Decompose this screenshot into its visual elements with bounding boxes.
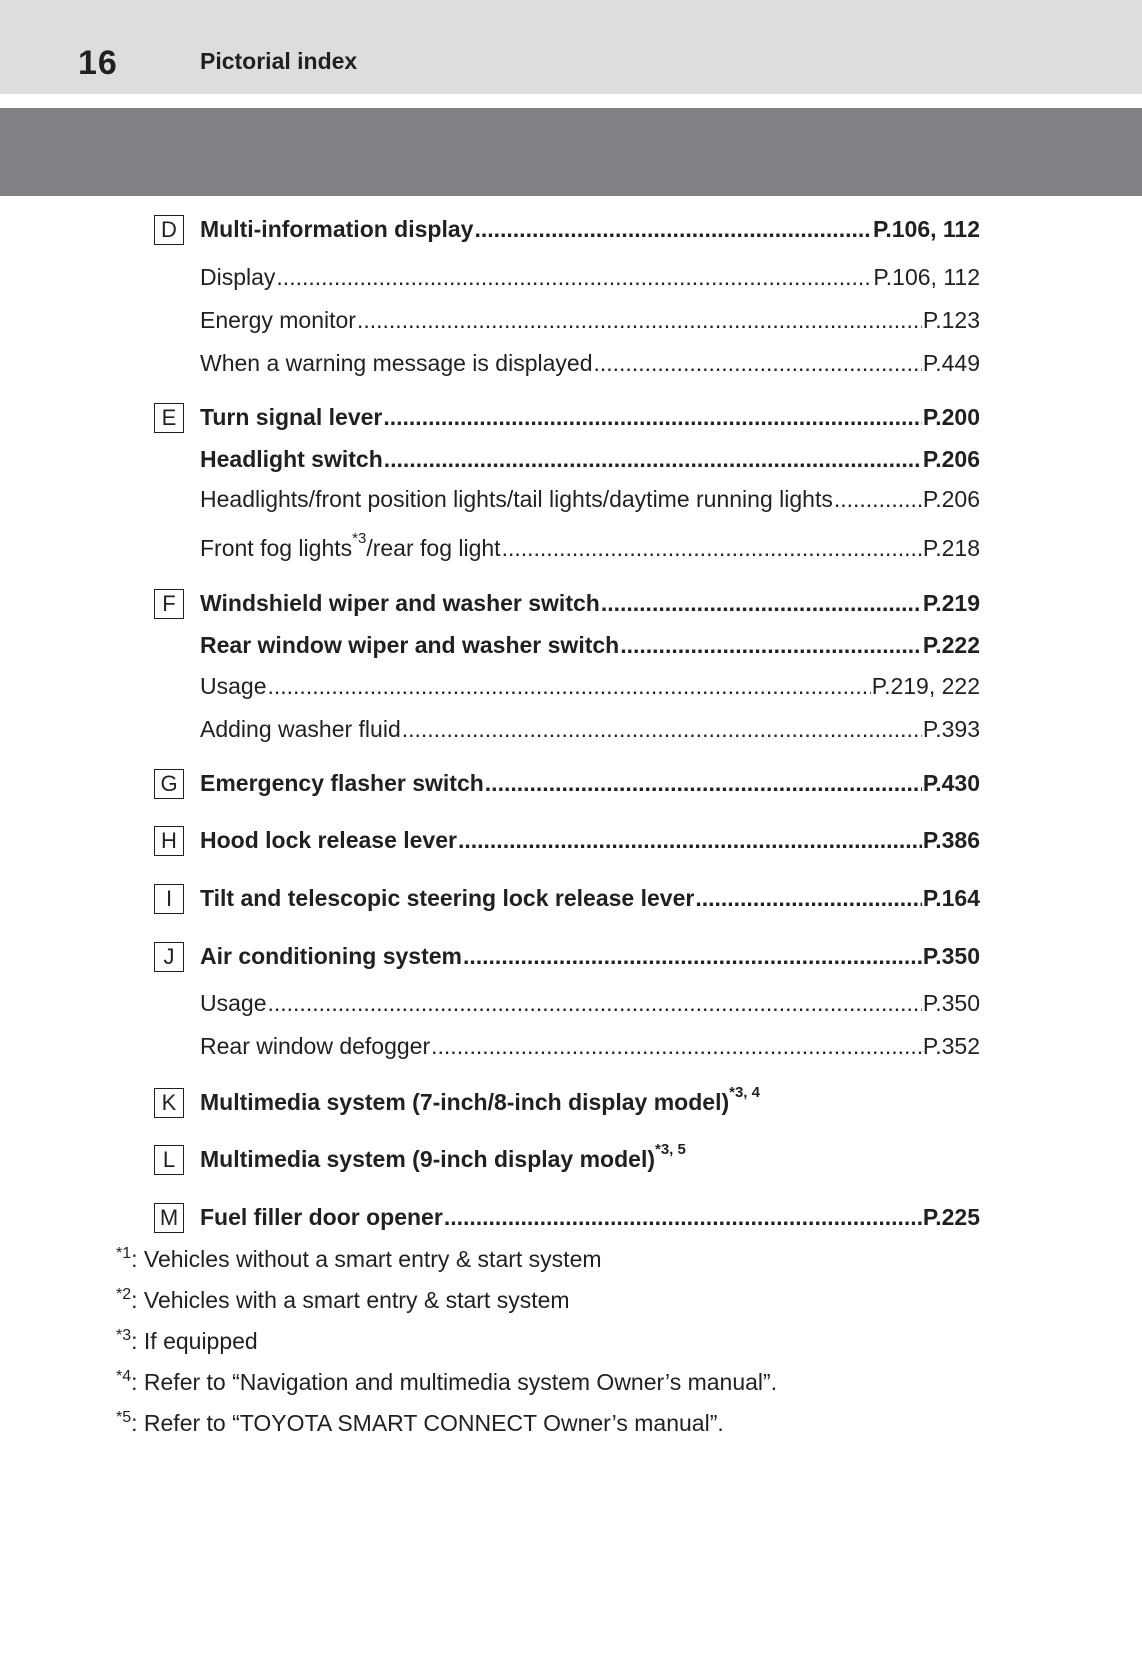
callout-key-g: G [154,769,184,799]
page-reference: P.164 [922,885,980,911]
dot-leader [383,402,922,432]
entry-label-text: Headlight switch [200,446,383,472]
dot-leader [474,214,872,244]
index-entry [200,883,980,913]
footnote-reference: *3, 5 [655,1141,686,1159]
dot-leader [402,714,922,744]
index-entry [200,671,980,701]
index-entry [200,588,980,618]
entry-label [200,941,462,971]
page-reference: P.123 [922,307,980,333]
entry-label-text: Multimedia system (9-inch display model) [200,1146,655,1172]
entry-label [200,1202,443,1232]
section-divider-bar [0,108,1142,196]
index-entry [200,530,980,563]
callout-key-h: H [154,826,184,856]
page-reference: P.218 [922,535,980,561]
dot-leader [384,444,922,474]
entry-label [200,444,383,474]
entry-label-suffix: /rear fog light [366,535,501,561]
entry-label [200,214,473,244]
page-reference: P.350 [922,990,980,1016]
index-entry [200,768,980,798]
page-reference: P.219, 222 [871,673,980,699]
footnote [116,1328,258,1355]
page-number: 16 [78,44,118,82]
dot-leader [620,630,922,660]
entry-label-text: Adding washer fluid [200,716,401,742]
footnote [116,1287,570,1314]
page-reference: P.350 [922,943,980,969]
footnote [116,1246,602,1273]
entry-label [200,988,266,1018]
entry-label-text: Front fog lights [200,535,353,561]
entry-label [200,768,484,798]
page-reference: P.106, 112 [873,264,980,290]
entry-label-text: Rear window wiper and washer switch [200,632,620,658]
page-reference: P.449 [922,350,980,376]
footnote-text: : Vehicles without a smart entry & start system [131,1246,602,1272]
entry-label [200,530,501,563]
callout-key-k: K [154,1088,184,1118]
entry-label [200,348,592,378]
entry-label-text: Emergency flasher switch [200,770,484,796]
entry-label-text: Rear window defogger [200,1033,431,1059]
callout-key-i: I [154,884,184,914]
dot-leader [357,305,922,335]
footnote-mark: *1 [116,1245,132,1262]
callout-key-j: J [154,942,184,972]
entry-label [200,262,275,292]
entry-label [200,588,600,618]
index-entry [200,630,980,660]
page-reference: P.206 [922,446,980,472]
page-reference: P.219 [922,590,980,616]
entry-label [200,1031,430,1061]
index-entry [200,444,980,474]
entry-label [200,825,457,855]
callout-key-f: F [154,589,184,619]
entry-label-text: Energy monitor [200,307,356,333]
entry-label-text: When a warning message is displayed [200,350,593,376]
entry-label-text: Turn signal lever [200,404,383,430]
footnote [116,1369,777,1396]
dot-leader [502,533,922,563]
index-entry [200,988,980,1018]
page-reference: P.200 [922,404,980,430]
entry-label [200,402,382,432]
callout-key-e: E [154,403,184,433]
index-entry [200,941,980,971]
dot-leader [267,671,870,701]
page-reference: P.386 [922,827,980,853]
footnote [116,1410,724,1437]
entry-label-text: Multi-information display [200,216,474,242]
header-band [0,0,1142,94]
entry-label [200,1141,686,1174]
dot-leader [695,883,922,913]
footnote-text: : If equipped [131,1328,258,1354]
index-entry [200,1084,980,1117]
entry-label-text: Hood lock release lever [200,827,457,853]
entry-label [200,714,401,744]
index-entry [200,1031,980,1061]
dot-leader [276,262,872,292]
entry-label-text: Display [200,264,276,290]
page-reference: P.222 [922,632,980,658]
entry-label-text: Usage [200,673,267,699]
index-entry [200,1202,980,1232]
footnote-mark: *5 [116,1409,132,1426]
index-entry [200,305,980,335]
dot-leader [601,588,922,618]
callout-key-l: L [154,1145,184,1175]
index-entry [200,348,980,378]
footnote-reference: *3 [352,530,367,548]
dot-leader [444,1202,922,1232]
dot-leader [834,484,922,514]
page-reference: P.393 [922,716,980,742]
dot-leader [463,941,922,971]
index-entry [200,484,980,514]
footnote-reference: *3, 4 [729,1084,760,1102]
index-entry [200,262,980,292]
entry-label [200,671,266,701]
page-reference: P.352 [922,1033,980,1059]
entry-label-text: Tilt and telescopic steering lock release lever [200,885,695,911]
dot-leader [485,768,922,798]
dot-leader [267,988,921,1018]
callout-key-m: M [154,1203,184,1233]
index-entry [200,714,980,744]
entry-label-text: Usage [200,990,267,1016]
footnote-mark: *4 [116,1368,132,1385]
footnote-mark: *2 [116,1286,132,1303]
section-title: Pictorial index [200,48,358,74]
index-entry [200,825,980,855]
entry-label-text: Multimedia system (7-inch/8-inch display model) [200,1089,730,1115]
page-reference: P.106, 112 [872,216,980,242]
footnote-text: : Vehicles with a smart entry & start system [131,1287,570,1313]
index-entry [200,402,980,432]
page-reference: P.225 [922,1204,980,1230]
page-reference: P.206 [922,486,980,512]
footnote-mark: *3 [116,1327,132,1344]
entry-label [200,630,619,660]
index-entry [200,214,980,244]
dot-leader [593,348,921,378]
dot-leader [431,1031,922,1061]
footnote-text: : Refer to “TOYOTA SMART CONNECT Owner’s manual”. [131,1410,724,1436]
entry-label-text: Windshield wiper and washer switch [200,590,600,616]
entry-label [200,305,356,335]
entry-label-text: Air conditioning system [200,943,462,969]
entry-label [200,484,833,514]
callout-key-d: D [154,215,184,245]
index-entry [200,1141,980,1174]
dot-leader [458,825,922,855]
entry-label [200,1084,760,1117]
page-reference: P.430 [922,770,980,796]
footnote-text: : Refer to “Navigation and multimedia system Owner’s manual”. [131,1369,778,1395]
entry-label-text: Fuel filler door opener [200,1204,443,1230]
entry-label-text: Headlights/front position lights/tail lights/daytime running lights [200,486,833,512]
entry-label [200,883,694,913]
